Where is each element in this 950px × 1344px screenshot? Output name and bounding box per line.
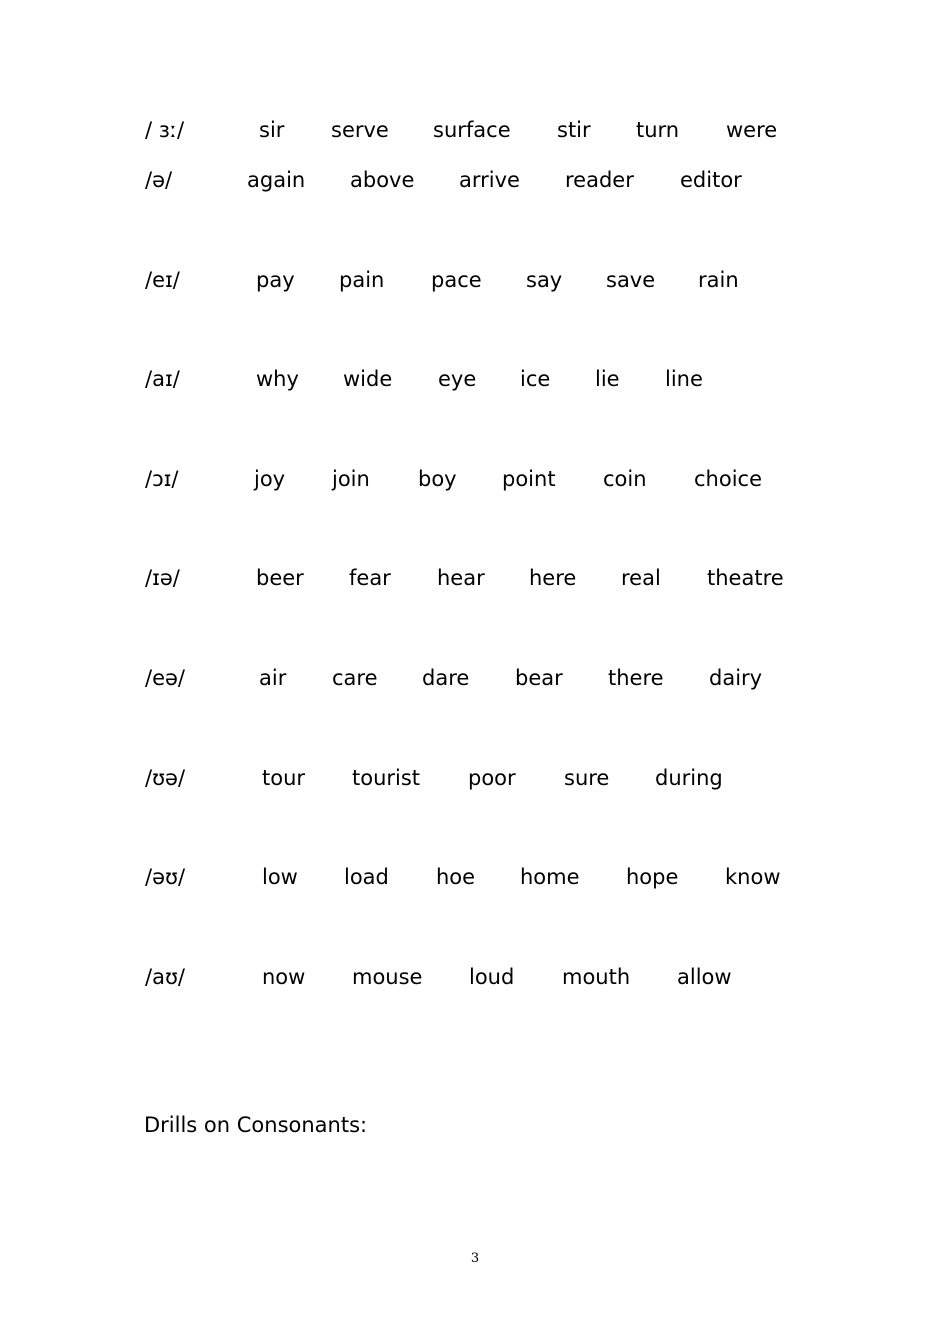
word: point	[502, 467, 556, 491]
word: here	[529, 566, 577, 590]
word: real	[621, 566, 661, 590]
word: loud	[469, 965, 515, 989]
phonetic-symbol: /əʊ/	[145, 865, 186, 889]
page-number: 3	[470, 1251, 480, 1266]
word: surface	[433, 118, 511, 142]
word: care	[332, 666, 378, 690]
word: there	[608, 666, 664, 690]
word: fear	[349, 566, 391, 590]
word: line	[665, 367, 703, 391]
word: pace	[431, 268, 482, 292]
word: coin	[603, 467, 647, 491]
word: load	[344, 865, 389, 889]
word: lie	[595, 367, 620, 391]
word: pain	[339, 268, 385, 292]
word: mouse	[352, 965, 423, 989]
word: dare	[422, 666, 470, 690]
word: again	[247, 168, 306, 192]
word: tour	[262, 766, 306, 790]
word: why	[256, 367, 299, 391]
word: reader	[565, 168, 634, 192]
word: home	[520, 865, 580, 889]
section-heading: Drills on Consonants:	[144, 1113, 368, 1137]
word: mouth	[562, 965, 631, 989]
word: low	[262, 865, 298, 889]
word: editor	[680, 168, 742, 192]
phonetic-symbol: /aɪ/	[145, 367, 180, 391]
phonetic-symbol: / ɜː/	[145, 118, 185, 142]
word: save	[606, 268, 656, 292]
word: poor	[468, 766, 516, 790]
word: air	[259, 666, 287, 690]
word: turn	[636, 118, 680, 142]
word: choice	[694, 467, 763, 491]
phonetic-symbol: /ɪə/	[145, 566, 180, 590]
word: stir	[557, 118, 591, 142]
word: dairy	[709, 666, 763, 690]
word: sir	[259, 118, 285, 142]
word: were	[726, 118, 778, 142]
word: tourist	[352, 766, 421, 790]
word: joy	[254, 467, 286, 491]
word: allow	[677, 965, 732, 989]
word: theatre	[707, 566, 784, 590]
phonetic-symbol: /ɔɪ/	[145, 467, 179, 491]
word: now	[262, 965, 306, 989]
word: bear	[515, 666, 563, 690]
word: know	[725, 865, 781, 889]
word: above	[350, 168, 415, 192]
word: hoe	[436, 865, 476, 889]
phonetic-symbol: /eə/	[145, 666, 185, 690]
word: eye	[438, 367, 477, 391]
phonetic-symbol: /ə/	[145, 168, 173, 192]
phonetic-symbol: /eɪ/	[145, 268, 180, 292]
word: during	[655, 766, 723, 790]
word: say	[526, 268, 563, 292]
word: rain	[698, 268, 739, 292]
word: serve	[331, 118, 389, 142]
word: boy	[418, 467, 457, 491]
word: beer	[256, 566, 304, 590]
word: wide	[343, 367, 393, 391]
phonetic-symbol: /aʊ/	[145, 965, 185, 989]
word: pay	[256, 268, 295, 292]
word: sure	[564, 766, 610, 790]
word: join	[332, 467, 370, 491]
word: ice	[520, 367, 551, 391]
word: arrive	[459, 168, 520, 192]
word: hear	[437, 566, 485, 590]
phonetic-symbol: /ʊə/	[145, 766, 186, 790]
word: hope	[626, 865, 679, 889]
